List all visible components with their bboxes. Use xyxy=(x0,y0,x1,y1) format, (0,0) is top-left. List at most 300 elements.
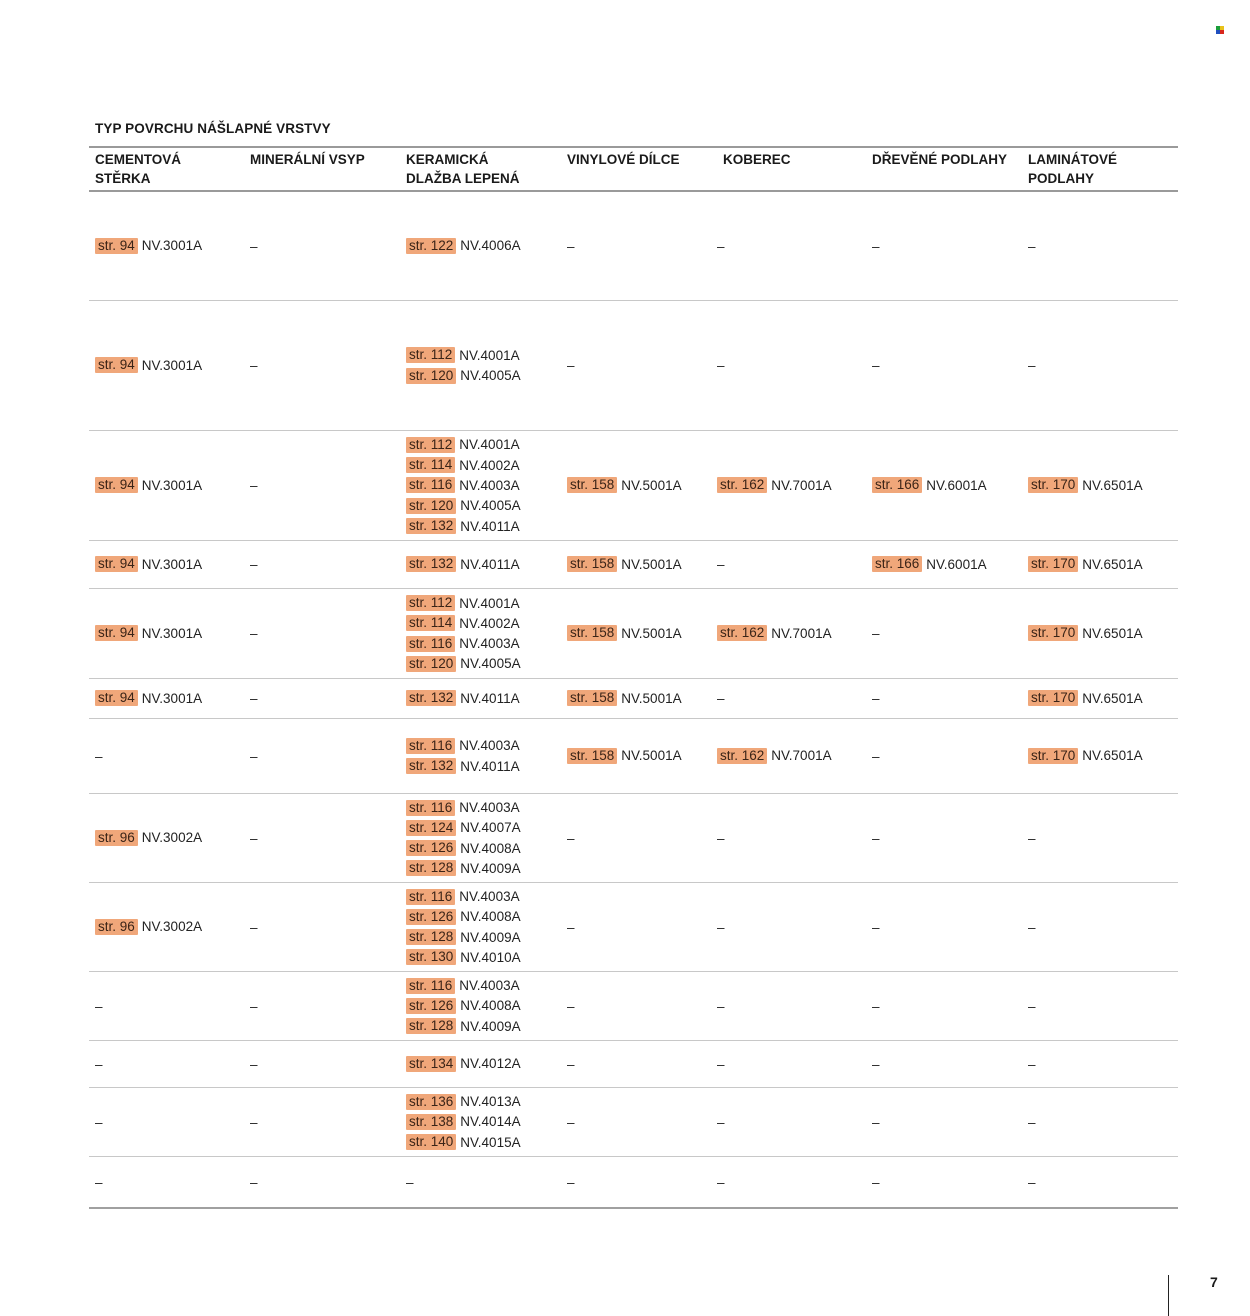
product-code: NV.6501A xyxy=(1082,625,1143,641)
product-entry xyxy=(406,345,521,365)
page-reference-tag[interactable]: str. 120 xyxy=(406,368,456,384)
product-entry xyxy=(567,688,682,708)
table-cell xyxy=(717,301,725,430)
product-entry xyxy=(406,838,521,858)
table-cell xyxy=(872,794,880,882)
empty-dash: – xyxy=(872,358,880,373)
table-cell xyxy=(250,1041,258,1087)
table-cell xyxy=(717,1041,725,1087)
empty-dash: – xyxy=(1028,238,1036,254)
empty-dash: – xyxy=(95,748,103,764)
empty-dash: – xyxy=(1028,919,1036,935)
empty-dash: – xyxy=(250,691,258,706)
table-header xyxy=(89,148,1178,190)
table-cell xyxy=(567,794,575,882)
table-cell xyxy=(250,431,258,540)
table-row xyxy=(89,794,1178,883)
product-code: NV.5001A xyxy=(621,477,682,493)
empty-dash: – xyxy=(717,238,725,254)
product-code: NV.4005A xyxy=(460,656,521,672)
table-cell xyxy=(567,589,682,678)
product-entry xyxy=(406,613,521,633)
column-header: CEMENTOVÁ STĚRKA xyxy=(95,152,182,186)
table-cell xyxy=(95,794,202,882)
page-reference-tag[interactable]: str. 126 xyxy=(406,909,456,925)
table-cell xyxy=(872,883,880,971)
page-reference-tag[interactable]: str. 162 xyxy=(717,748,767,764)
table-cell xyxy=(717,1157,725,1207)
empty-dash: – xyxy=(872,1114,880,1130)
table-row xyxy=(89,301,1178,431)
page-reference-tag[interactable]: str. 116 xyxy=(406,800,455,816)
table-cell xyxy=(872,1157,880,1207)
page-reference-tag[interactable]: str. 94 xyxy=(95,238,138,254)
page-reference-tag[interactable]: str. 138 xyxy=(406,1114,456,1130)
page-reference-tag[interactable]: str. 120 xyxy=(406,498,456,514)
empty-dash: – xyxy=(872,626,880,641)
corner-color-mark xyxy=(1216,26,1224,34)
product-entry xyxy=(95,623,202,643)
table-cell xyxy=(1028,794,1036,882)
page-reference-tag[interactable]: str. 94 xyxy=(95,477,138,493)
product-code: NV.4009A xyxy=(460,929,521,945)
product-code: NV.6501A xyxy=(1082,690,1143,706)
table-cell xyxy=(1028,541,1143,588)
product-entry xyxy=(406,736,520,756)
product-entry xyxy=(406,996,521,1016)
empty-dash: – xyxy=(250,1114,258,1130)
table-row xyxy=(89,431,1178,541)
table-row xyxy=(89,972,1178,1041)
product-code: NV.4011A xyxy=(460,690,520,706)
page-reference-tag[interactable]: str. 132 xyxy=(406,556,456,572)
section-title: TYP POVRCHU NÁŠLAPNÉ VRSTVY xyxy=(95,121,331,136)
page-reference-tag[interactable]: str. 112 xyxy=(406,595,455,611)
product-code: NV.4012A xyxy=(460,1056,521,1072)
table-cell xyxy=(872,679,880,718)
product-entry xyxy=(406,688,520,708)
empty-dash: – xyxy=(872,998,880,1014)
product-entry xyxy=(406,1054,521,1074)
table-cell xyxy=(406,719,520,793)
table-row xyxy=(89,541,1178,589)
table-cell xyxy=(1028,1088,1036,1156)
product-entry xyxy=(406,516,521,536)
table-row xyxy=(89,1041,1178,1088)
page-reference-tag[interactable]: str. 128 xyxy=(406,860,456,876)
table-cell xyxy=(250,972,258,1040)
empty-dash: – xyxy=(872,830,880,846)
empty-dash: – xyxy=(250,1174,258,1190)
product-code: NV.4007A xyxy=(460,820,521,836)
product-entry xyxy=(406,886,521,906)
table-cell xyxy=(406,972,521,1040)
table-cell xyxy=(1028,719,1143,793)
table-cell xyxy=(872,1088,880,1156)
page-reference-tag[interactable]: str. 158 xyxy=(567,556,617,572)
table-cell xyxy=(872,1041,880,1087)
empty-dash: – xyxy=(567,830,575,846)
table-cell xyxy=(567,301,575,430)
page-reference-tag[interactable]: str. 116 xyxy=(406,738,455,754)
page-reference-tag[interactable]: str. 116 xyxy=(406,978,455,994)
table-cell xyxy=(567,972,575,1040)
product-code: NV.6501A xyxy=(1082,748,1143,764)
empty-dash: – xyxy=(872,748,880,764)
product-entry xyxy=(567,746,682,766)
page-reference-tag[interactable]: str. 94 xyxy=(95,556,138,572)
product-entry xyxy=(406,593,521,613)
product-code: NV.4010A xyxy=(460,949,521,965)
page-reference-tag[interactable]: str. 158 xyxy=(567,690,617,706)
product-code: NV.3001A xyxy=(141,690,203,706)
page-reference-tag[interactable]: str. 126 xyxy=(406,998,456,1014)
empty-dash: – xyxy=(406,1174,414,1190)
page-reference-tag[interactable]: str. 170 xyxy=(1028,625,1078,641)
product-code: NV.3002A xyxy=(141,830,203,846)
table-cell xyxy=(1028,972,1036,1040)
table-cell xyxy=(95,719,103,793)
product-code: NV.3001A xyxy=(141,625,203,641)
table-row xyxy=(89,1088,1178,1157)
empty-dash: – xyxy=(1028,358,1036,373)
table-cell xyxy=(567,1157,575,1207)
empty-dash: – xyxy=(717,1174,725,1190)
product-entry xyxy=(717,475,832,495)
empty-dash: – xyxy=(717,1056,725,1072)
product-entry xyxy=(95,475,202,495)
table-cell xyxy=(95,1041,103,1087)
table-cell xyxy=(717,192,725,300)
empty-dash: – xyxy=(872,238,880,254)
table-cell xyxy=(95,589,202,678)
table-cell xyxy=(872,589,880,678)
empty-dash: – xyxy=(250,1056,258,1072)
table-cell xyxy=(717,883,725,971)
page-reference-tag[interactable]: str. 94 xyxy=(95,357,138,373)
page-reference-tag[interactable]: str. 112 xyxy=(406,347,455,363)
product-code: NV.3002A xyxy=(141,919,203,935)
empty-dash: – xyxy=(95,1114,103,1130)
page-reference-tag[interactable]: str. 132 xyxy=(406,758,456,774)
table-cell xyxy=(872,192,880,300)
empty-dash: – xyxy=(250,478,258,493)
page-reference-tag[interactable]: str. 158 xyxy=(567,625,617,641)
page-reference-tag[interactable]: str. 162 xyxy=(717,477,767,493)
page-reference-tag[interactable]: str. 126 xyxy=(406,840,456,856)
product-code: NV.7001A xyxy=(771,748,832,764)
product-entry xyxy=(406,1092,521,1112)
table-cell xyxy=(406,541,520,588)
product-code: NV.4001A xyxy=(459,595,520,611)
product-code: NV.6501A xyxy=(1082,477,1143,493)
product-entry xyxy=(567,623,682,643)
product-code: NV.5001A xyxy=(621,690,682,706)
product-code: NV.4014A xyxy=(460,1114,521,1130)
product-entry xyxy=(1028,746,1143,766)
product-code: NV.4001A xyxy=(459,437,520,453)
table-cell xyxy=(95,431,202,540)
table-cell xyxy=(406,1088,521,1156)
table-row xyxy=(89,883,1178,972)
product-entry xyxy=(406,797,521,817)
empty-dash: – xyxy=(1028,1114,1036,1130)
product-code: NV.4013A xyxy=(460,1094,521,1110)
product-entry xyxy=(406,236,521,256)
table-cell xyxy=(250,301,258,430)
page-reference-tag[interactable]: str. 170 xyxy=(1028,748,1078,764)
table-cell xyxy=(1028,589,1143,678)
product-entry xyxy=(95,917,202,937)
empty-dash: – xyxy=(1028,998,1036,1014)
page-reference-tag[interactable]: str. 128 xyxy=(406,1018,456,1034)
empty-dash: – xyxy=(250,998,258,1014)
product-entry xyxy=(406,654,521,674)
product-code: NV.4003A xyxy=(459,477,520,493)
empty-dash: – xyxy=(1028,1056,1036,1072)
table-cell xyxy=(250,719,258,793)
table-cell xyxy=(406,679,520,718)
product-code: NV.4001A xyxy=(459,347,520,363)
product-code: NV.4003A xyxy=(459,800,520,816)
page-reference-tag[interactable]: str. 116 xyxy=(406,889,455,905)
table-cell xyxy=(95,301,202,430)
page-reference-tag[interactable]: str. 114 xyxy=(406,615,455,631)
table-cell xyxy=(567,719,682,793)
product-entry xyxy=(95,355,202,375)
page-reference-tag[interactable]: str. 132 xyxy=(406,518,456,534)
product-entry xyxy=(95,554,202,574)
empty-dash: – xyxy=(250,238,258,254)
table-cell xyxy=(567,431,682,540)
product-entry xyxy=(1028,623,1143,643)
product-entry xyxy=(406,1016,521,1036)
page-reference-tag[interactable]: str. 136 xyxy=(406,1094,456,1110)
product-code: NV.4002A xyxy=(459,615,520,631)
table-cell xyxy=(95,541,202,588)
empty-dash: – xyxy=(95,1056,103,1072)
page-reference-tag[interactable]: str. 170 xyxy=(1028,690,1078,706)
page-reference-tag[interactable]: str. 122 xyxy=(406,238,456,254)
product-code: NV.6001A xyxy=(926,477,987,493)
table-cell xyxy=(95,972,103,1040)
table-cell xyxy=(1028,883,1036,971)
product-entry xyxy=(406,756,520,776)
empty-dash: – xyxy=(717,998,725,1014)
table-cell xyxy=(95,1088,103,1156)
page-reference-tag[interactable]: str. 140 xyxy=(406,1134,456,1150)
page-reference-tag[interactable]: str. 166 xyxy=(872,556,922,572)
product-entry xyxy=(717,623,832,643)
table-cell xyxy=(406,1041,521,1087)
product-entry xyxy=(406,907,521,927)
table-row xyxy=(89,589,1178,679)
page-reference-tag[interactable]: str. 96 xyxy=(95,830,138,846)
empty-dash: – xyxy=(1028,830,1036,846)
page-reference-tag[interactable]: str. 120 xyxy=(406,656,456,672)
empty-dash: – xyxy=(872,691,880,706)
product-code: NV.5001A xyxy=(621,556,682,572)
empty-dash: – xyxy=(567,919,575,935)
table-cell xyxy=(406,301,521,430)
table-cell xyxy=(717,1088,725,1156)
product-code: NV.3001A xyxy=(141,357,203,373)
empty-dash: – xyxy=(95,998,103,1014)
product-entry xyxy=(1028,688,1143,708)
product-code: NV.4006A xyxy=(460,238,521,254)
table-cell xyxy=(95,883,202,971)
page-reference-tag[interactable]: str. 166 xyxy=(872,477,922,493)
table-cell xyxy=(250,679,258,718)
empty-dash: – xyxy=(567,1056,575,1072)
product-entry xyxy=(567,475,682,495)
product-entry xyxy=(872,554,987,574)
product-entry xyxy=(406,455,521,475)
table-cell xyxy=(250,1088,258,1156)
empty-dash: – xyxy=(717,557,725,572)
table-cell xyxy=(872,301,880,430)
page-reference-tag[interactable]: str. 130 xyxy=(406,949,456,965)
column-header: DŘEVĚNÉ PODLAHY xyxy=(872,152,1008,167)
column-header: VINYLOVÉ DÍLCE xyxy=(567,152,680,167)
product-code: NV.4003A xyxy=(459,978,520,994)
empty-dash: – xyxy=(717,919,725,935)
product-code: NV.5001A xyxy=(621,625,682,641)
page-reference-tag[interactable]: str. 116 xyxy=(406,477,455,493)
product-entry xyxy=(95,688,202,708)
page-reference-tag[interactable]: str. 94 xyxy=(95,690,138,706)
table-cell xyxy=(717,589,832,678)
empty-dash: – xyxy=(250,557,258,572)
product-code: NV.4003A xyxy=(459,889,520,905)
table-cell xyxy=(567,1041,575,1087)
table-cell xyxy=(717,431,832,540)
page-reference-tag[interactable]: str. 94 xyxy=(95,625,138,641)
product-entry xyxy=(717,746,832,766)
table-cell xyxy=(717,972,725,1040)
product-entry xyxy=(95,828,202,848)
table-cell xyxy=(95,679,202,718)
product-code: NV.4005A xyxy=(460,498,521,514)
page-reference-tag[interactable]: str. 134 xyxy=(406,1056,456,1072)
empty-dash: – xyxy=(250,830,258,846)
table-cell xyxy=(250,541,258,588)
product-code: NV.4015A xyxy=(460,1134,521,1150)
product-entry xyxy=(406,435,521,455)
empty-dash: – xyxy=(250,748,258,764)
page-reference-tag[interactable]: str. 158 xyxy=(567,748,617,764)
empty-dash: – xyxy=(567,1174,575,1190)
empty-dash: – xyxy=(872,1056,880,1072)
product-code: NV.4003A xyxy=(459,738,520,754)
table-cell xyxy=(717,794,725,882)
product-entry xyxy=(1028,554,1143,574)
table-cell xyxy=(1028,679,1143,718)
product-code: NV.3001A xyxy=(141,238,203,254)
table-cell xyxy=(717,541,725,588)
column-header: KERAMICKÁ DLAŽBA LEPENÁ xyxy=(406,152,520,186)
table-cell xyxy=(567,1088,575,1156)
table-cell xyxy=(872,972,880,1040)
table-cell xyxy=(406,883,521,971)
product-entry xyxy=(567,554,682,574)
product-code: NV.6501A xyxy=(1082,556,1143,572)
empty-dash: – xyxy=(250,626,258,641)
page-reference-tag[interactable]: str. 114 xyxy=(406,457,455,473)
table-row xyxy=(89,679,1178,719)
table-cell xyxy=(567,192,575,300)
product-code: NV.4009A xyxy=(460,1018,521,1034)
table-cell xyxy=(1028,1157,1036,1207)
empty-dash: – xyxy=(567,358,575,373)
product-code: NV.6001A xyxy=(926,556,987,572)
product-entry xyxy=(872,475,987,495)
page-reference-tag[interactable]: str. 162 xyxy=(717,625,767,641)
product-entry xyxy=(406,496,521,516)
page-divider xyxy=(1168,1275,1169,1316)
product-entry xyxy=(406,858,521,878)
page-reference-tag[interactable]: str. 170 xyxy=(1028,477,1078,493)
table-cell xyxy=(406,192,521,300)
product-entry xyxy=(406,634,521,654)
table-cell xyxy=(95,1157,103,1207)
page-reference-tag[interactable]: str. 170 xyxy=(1028,556,1078,572)
product-code: NV.4011A xyxy=(460,518,520,534)
table-cell xyxy=(1028,301,1036,430)
table-cell xyxy=(250,883,258,971)
product-entry xyxy=(406,475,521,495)
product-entry xyxy=(406,976,521,996)
table-cell xyxy=(250,589,258,678)
table-cell xyxy=(1028,192,1036,300)
product-entry xyxy=(406,366,521,386)
page-reference-tag[interactable]: str. 132 xyxy=(406,690,456,706)
table-cell xyxy=(872,541,987,588)
table-cell xyxy=(872,719,880,793)
product-code: NV.4005A xyxy=(460,368,521,384)
column-header: MINERÁLNÍ VSYP xyxy=(250,152,365,167)
empty-dash: – xyxy=(567,1114,575,1130)
empty-dash: – xyxy=(717,830,725,846)
product-entry xyxy=(406,947,521,967)
page-reference-tag[interactable]: str. 116 xyxy=(406,636,455,652)
product-entry xyxy=(406,1112,521,1132)
empty-dash: – xyxy=(1028,1174,1036,1190)
page-reference-tag[interactable]: str. 158 xyxy=(567,477,617,493)
table-cell xyxy=(1028,431,1143,540)
empty-dash: – xyxy=(567,238,575,254)
page-reference-tag[interactable]: str. 112 xyxy=(406,437,455,453)
product-code: NV.4003A xyxy=(459,636,520,652)
page-reference-tag[interactable]: str. 128 xyxy=(406,929,456,945)
page-reference-tag[interactable]: str. 96 xyxy=(95,919,138,935)
product-entry xyxy=(406,1132,521,1152)
product-code: NV.7001A xyxy=(771,477,832,493)
product-code: NV.3001A xyxy=(141,556,203,572)
product-entry xyxy=(406,554,520,574)
product-entry xyxy=(406,818,521,838)
empty-dash: – xyxy=(567,998,575,1014)
product-code: NV.4009A xyxy=(460,860,521,876)
product-code: NV.4002A xyxy=(459,457,520,473)
product-code: NV.4008A xyxy=(460,909,521,925)
empty-dash: – xyxy=(250,919,258,935)
table-cell xyxy=(1028,1041,1036,1087)
table-cell xyxy=(250,794,258,882)
page-reference-tag[interactable]: str. 124 xyxy=(406,820,456,836)
table-cell xyxy=(95,192,202,300)
table-cell xyxy=(717,719,832,793)
